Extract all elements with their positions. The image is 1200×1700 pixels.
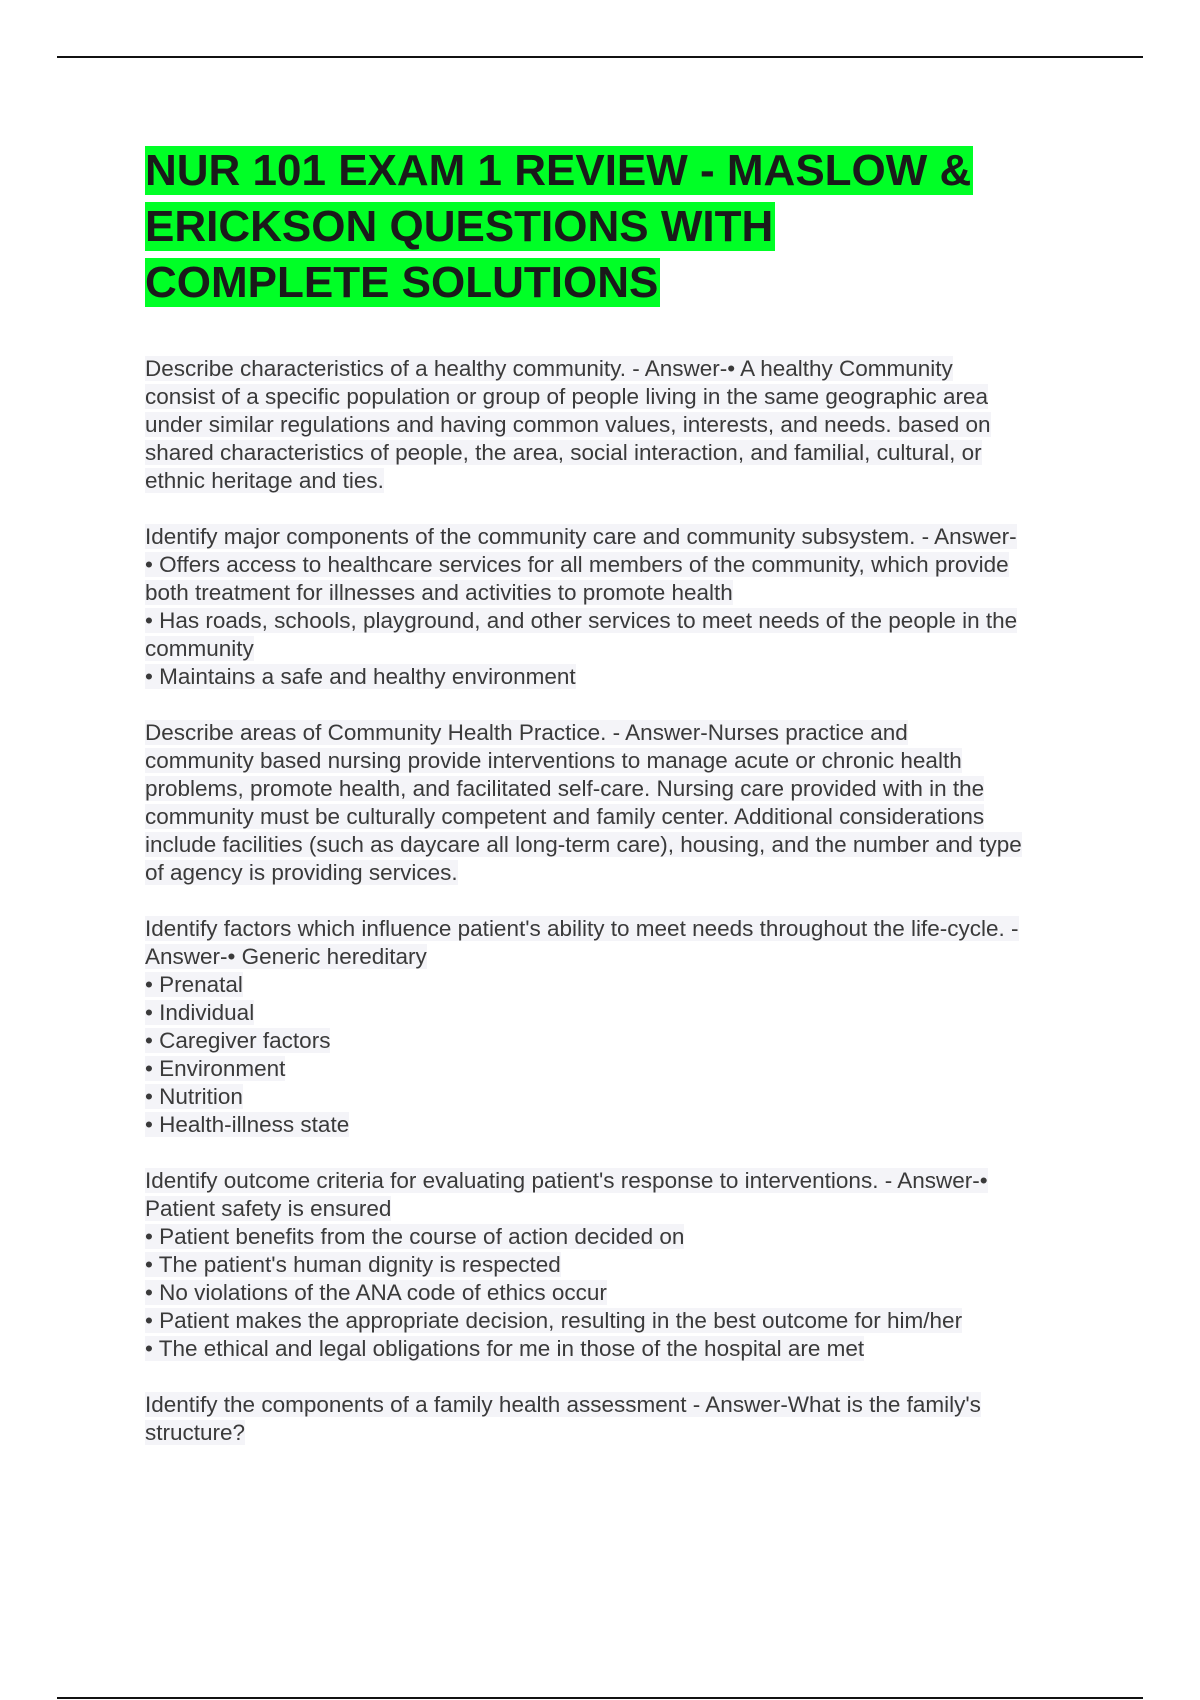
qa-item [145,523,1095,691]
qa-line: shared characteristics of people, the area, social interaction, and familial, cultural, or [145,440,982,465]
qa-line: community must be culturally competent and family center. Additional considerations [145,804,985,829]
qa-line: Answer-• Generic hereditary [145,944,427,969]
qa-line: • Individual [145,1000,255,1025]
qa-line: • Patient benefits from the course of action decided on [145,1224,685,1249]
qa-line: Patient safety is ensured [145,1196,392,1221]
qa-line: • Has roads, schools, playground, and other services to meet needs of the people in the [145,608,1018,633]
bottom-rule [57,1697,1143,1699]
qa-item [145,1391,1095,1447]
qa-item [145,915,1095,1139]
qa-line: both treatment for illnesses and activities to promote health [145,580,733,605]
qa-line: • Environment [145,1056,286,1081]
qa-line: consist of a specific population or group of people living in the same geographic area [145,384,989,409]
qa-line: • Caregiver factors [145,1028,331,1053]
qa-line: problems, promote health, and facilitated self-care. Nursing care provided with in the [145,776,985,801]
qa-line: Describe characteristics of a healthy community. - Answer-• A healthy Community [145,356,953,381]
qa-line: ethnic heritage and ties. [145,468,384,493]
document-body [145,143,1095,1475]
qa-line: • No violations of the ANA code of ethics occur [145,1280,607,1305]
qa-line: Identify major components of the community care and community subsystem. - Answer- [145,524,1017,549]
qa-line: • Maintains a safe and healthy environment [145,664,576,689]
title-line: COMPLETE SOLUTIONS [145,258,659,307]
qa-line: community [145,636,254,661]
qa-line: under similar regulations and having common values, interests, and needs. based on [145,412,991,437]
qa-line: community based nursing provide interventions to manage acute or chronic health [145,748,962,773]
top-rule [57,56,1143,58]
qa-line: Identify factors which influence patient's ability to meet needs throughout the life-cycle. - [145,916,1019,941]
qa-line: • The patient's human dignity is respected [145,1252,561,1277]
qa-line: • Prenatal [145,972,243,997]
qa-line: • Health-illness state [145,1112,350,1137]
qa-item [145,719,1095,887]
qa-line: • Nutrition [145,1084,243,1109]
qa-line: • Patient makes the appropriate decision, resulting in the best outcome for him/her [145,1308,963,1333]
document-title [145,143,1095,311]
qa-item [145,1167,1095,1363]
qa-item [145,355,1095,495]
qa-line: • Offers access to healthcare services for all members of the community, which provide [145,552,1009,577]
qa-line: Describe areas of Community Health Practice. - Answer-Nurses practice and [145,720,908,745]
qa-list [145,355,1095,1447]
qa-line: Identify the components of a family health assessment - Answer-What is the family's [145,1392,981,1417]
qa-line: • The ethical and legal obligations for me in those of the hospital are met [145,1336,865,1361]
title-line: NUR 101 EXAM 1 REVIEW - MASLOW & [145,146,972,195]
qa-line: structure? [145,1420,246,1445]
title-line: ERICKSON QUESTIONS WITH [145,202,774,251]
qa-line: include facilities (such as daycare all long-term care), housing, and the number and type [145,832,1022,857]
qa-line: of agency is providing services. [145,860,458,885]
qa-line: Identify outcome criteria for evaluating patient's response to interventions. - Answer-• [145,1168,988,1193]
